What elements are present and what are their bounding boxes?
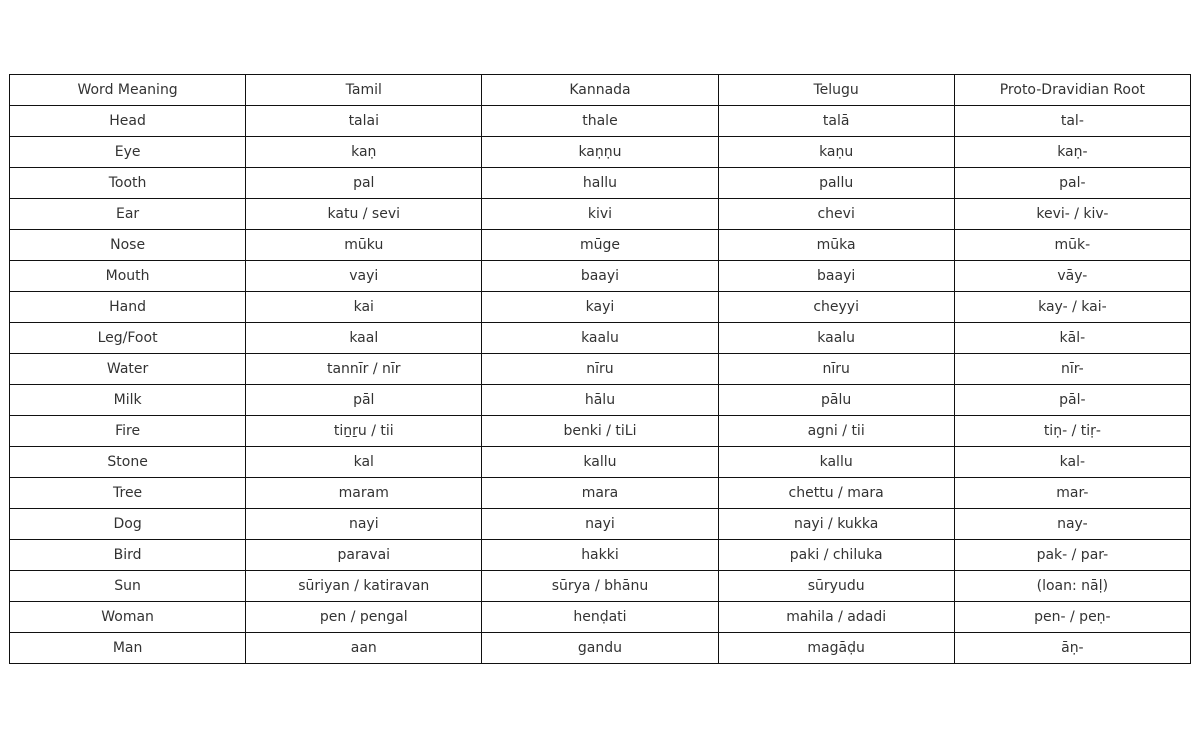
- cell-kannada: nayi: [482, 509, 718, 540]
- cell-kannada: baayi: [482, 261, 718, 292]
- cell-tamil: kai: [246, 292, 482, 323]
- cell-word-meaning: Head: [10, 106, 246, 137]
- cell-proto-dravidian-root: pak- / par-: [954, 540, 1190, 571]
- cell-telugu: kaṇu: [718, 137, 954, 168]
- cell-telugu: chettu / mara: [718, 478, 954, 509]
- table-row: [10, 602, 1191, 633]
- table-row: [10, 385, 1191, 416]
- cell-telugu: chevi: [718, 199, 954, 230]
- cell-word-meaning: Sun: [10, 571, 246, 602]
- table-row: [10, 416, 1191, 447]
- cell-word-meaning: Mouth: [10, 261, 246, 292]
- cell-tamil: vayi: [246, 261, 482, 292]
- cell-word-meaning: Stone: [10, 447, 246, 478]
- cell-kannada: nīru: [482, 354, 718, 385]
- cell-proto-dravidian-root: nay-: [954, 509, 1190, 540]
- cell-proto-dravidian-root: vāy-: [954, 261, 1190, 292]
- cell-word-meaning: Man: [10, 633, 246, 664]
- cell-telugu: pallu: [718, 168, 954, 199]
- cell-tamil: katu / sevi: [246, 199, 482, 230]
- header-cell-kannada: Kannada: [482, 75, 718, 106]
- cell-word-meaning: Hand: [10, 292, 246, 323]
- cell-telugu: nayi / kukka: [718, 509, 954, 540]
- cell-telugu: mahila / adadi: [718, 602, 954, 633]
- dravidian-vocabulary-table: [9, 74, 1191, 664]
- table-row: [10, 292, 1191, 323]
- cell-proto-dravidian-root: mūk-: [954, 230, 1190, 261]
- cell-proto-dravidian-root: kaṇ-: [954, 137, 1190, 168]
- cell-word-meaning: Tree: [10, 478, 246, 509]
- cell-kannada: mūge: [482, 230, 718, 261]
- cell-telugu: cheyyi: [718, 292, 954, 323]
- cell-kannada: hakki: [482, 540, 718, 571]
- cell-kannada: thale: [482, 106, 718, 137]
- cell-kannada: kivi: [482, 199, 718, 230]
- cell-telugu: baayi: [718, 261, 954, 292]
- cell-kannada: kallu: [482, 447, 718, 478]
- cell-word-meaning: Water: [10, 354, 246, 385]
- cell-telugu: nīru: [718, 354, 954, 385]
- table-row: [10, 354, 1191, 385]
- table-row: [10, 478, 1191, 509]
- cell-word-meaning: Nose: [10, 230, 246, 261]
- table-row: [10, 199, 1191, 230]
- cell-tamil: talai: [246, 106, 482, 137]
- header-cell-proto-dravidian-root: Proto-Dravidian Root: [954, 75, 1190, 106]
- cell-kannada: sūrya / bhānu: [482, 571, 718, 602]
- cell-proto-dravidian-root: kay- / kai-: [954, 292, 1190, 323]
- cell-tamil: mūku: [246, 230, 482, 261]
- table-row: [10, 168, 1191, 199]
- cell-telugu: talā: [718, 106, 954, 137]
- cell-telugu: kaalu: [718, 323, 954, 354]
- table-body: [10, 106, 1191, 664]
- cell-word-meaning: Tooth: [10, 168, 246, 199]
- header-cell-telugu: Telugu: [718, 75, 954, 106]
- cell-proto-dravidian-root: mar-: [954, 478, 1190, 509]
- cell-proto-dravidian-root: pal-: [954, 168, 1190, 199]
- cell-proto-dravidian-root: kevi- / kiv-: [954, 199, 1190, 230]
- cell-kannada: kayi: [482, 292, 718, 323]
- cell-tamil: tannīr / nīr: [246, 354, 482, 385]
- cell-tamil: pal: [246, 168, 482, 199]
- cell-kannada: benki / tiLi: [482, 416, 718, 447]
- cell-proto-dravidian-root: kāl-: [954, 323, 1190, 354]
- cell-kannada: henḍati: [482, 602, 718, 633]
- cell-telugu: paki / chiluka: [718, 540, 954, 571]
- cell-tamil: kal: [246, 447, 482, 478]
- cell-telugu: magāḍu: [718, 633, 954, 664]
- table-row: [10, 509, 1191, 540]
- header-row: [10, 75, 1191, 106]
- cell-tamil: paravai: [246, 540, 482, 571]
- cell-telugu: agni / tii: [718, 416, 954, 447]
- table-row: [10, 323, 1191, 354]
- cell-tamil: kaal: [246, 323, 482, 354]
- cell-word-meaning: Milk: [10, 385, 246, 416]
- table-row: [10, 633, 1191, 664]
- table-row: [10, 540, 1191, 571]
- cell-proto-dravidian-root: tal-: [954, 106, 1190, 137]
- cell-tamil: pāl: [246, 385, 482, 416]
- cell-proto-dravidian-root: nīr-: [954, 354, 1190, 385]
- cell-kannada: gandu: [482, 633, 718, 664]
- table-row: [10, 447, 1191, 478]
- cell-kannada: hallu: [482, 168, 718, 199]
- cell-word-meaning: Fire: [10, 416, 246, 447]
- cell-tamil: aan: [246, 633, 482, 664]
- table-row: [10, 230, 1191, 261]
- table-row: [10, 571, 1191, 602]
- cell-word-meaning: Woman: [10, 602, 246, 633]
- cell-word-meaning: Bird: [10, 540, 246, 571]
- table-header: [10, 75, 1191, 106]
- cell-tamil: pen / pengal: [246, 602, 482, 633]
- cell-kannada: hālu: [482, 385, 718, 416]
- cell-telugu: mūka: [718, 230, 954, 261]
- cell-word-meaning: Ear: [10, 199, 246, 230]
- cell-word-meaning: Leg/Foot: [10, 323, 246, 354]
- table-row: [10, 106, 1191, 137]
- cell-tamil: kaṇ: [246, 137, 482, 168]
- cell-proto-dravidian-root: pen- / peṇ-: [954, 602, 1190, 633]
- cell-kannada: kaalu: [482, 323, 718, 354]
- cell-word-meaning: Eye: [10, 137, 246, 168]
- table-row: [10, 137, 1191, 168]
- cell-tamil: maram: [246, 478, 482, 509]
- cell-telugu: kallu: [718, 447, 954, 478]
- cell-proto-dravidian-root: pāl-: [954, 385, 1190, 416]
- cell-word-meaning: Dog: [10, 509, 246, 540]
- cell-kannada: kaṇṇu: [482, 137, 718, 168]
- cell-proto-dravidian-root: kal-: [954, 447, 1190, 478]
- header-cell-tamil: Tamil: [246, 75, 482, 106]
- cell-kannada: mara: [482, 478, 718, 509]
- cell-tamil: tiṉṟu / tii: [246, 416, 482, 447]
- cell-proto-dravidian-root: tiṇ- / tiṛ-: [954, 416, 1190, 447]
- cell-tamil: sūriyan / katiravan: [246, 571, 482, 602]
- cell-proto-dravidian-root: (loan: nāḷ): [954, 571, 1190, 602]
- cell-telugu: sūryudu: [718, 571, 954, 602]
- cell-tamil: nayi: [246, 509, 482, 540]
- cell-proto-dravidian-root: āṇ-: [954, 633, 1190, 664]
- cell-telugu: pālu: [718, 385, 954, 416]
- header-cell-word-meaning: Word Meaning: [10, 75, 246, 106]
- table-row: [10, 261, 1191, 292]
